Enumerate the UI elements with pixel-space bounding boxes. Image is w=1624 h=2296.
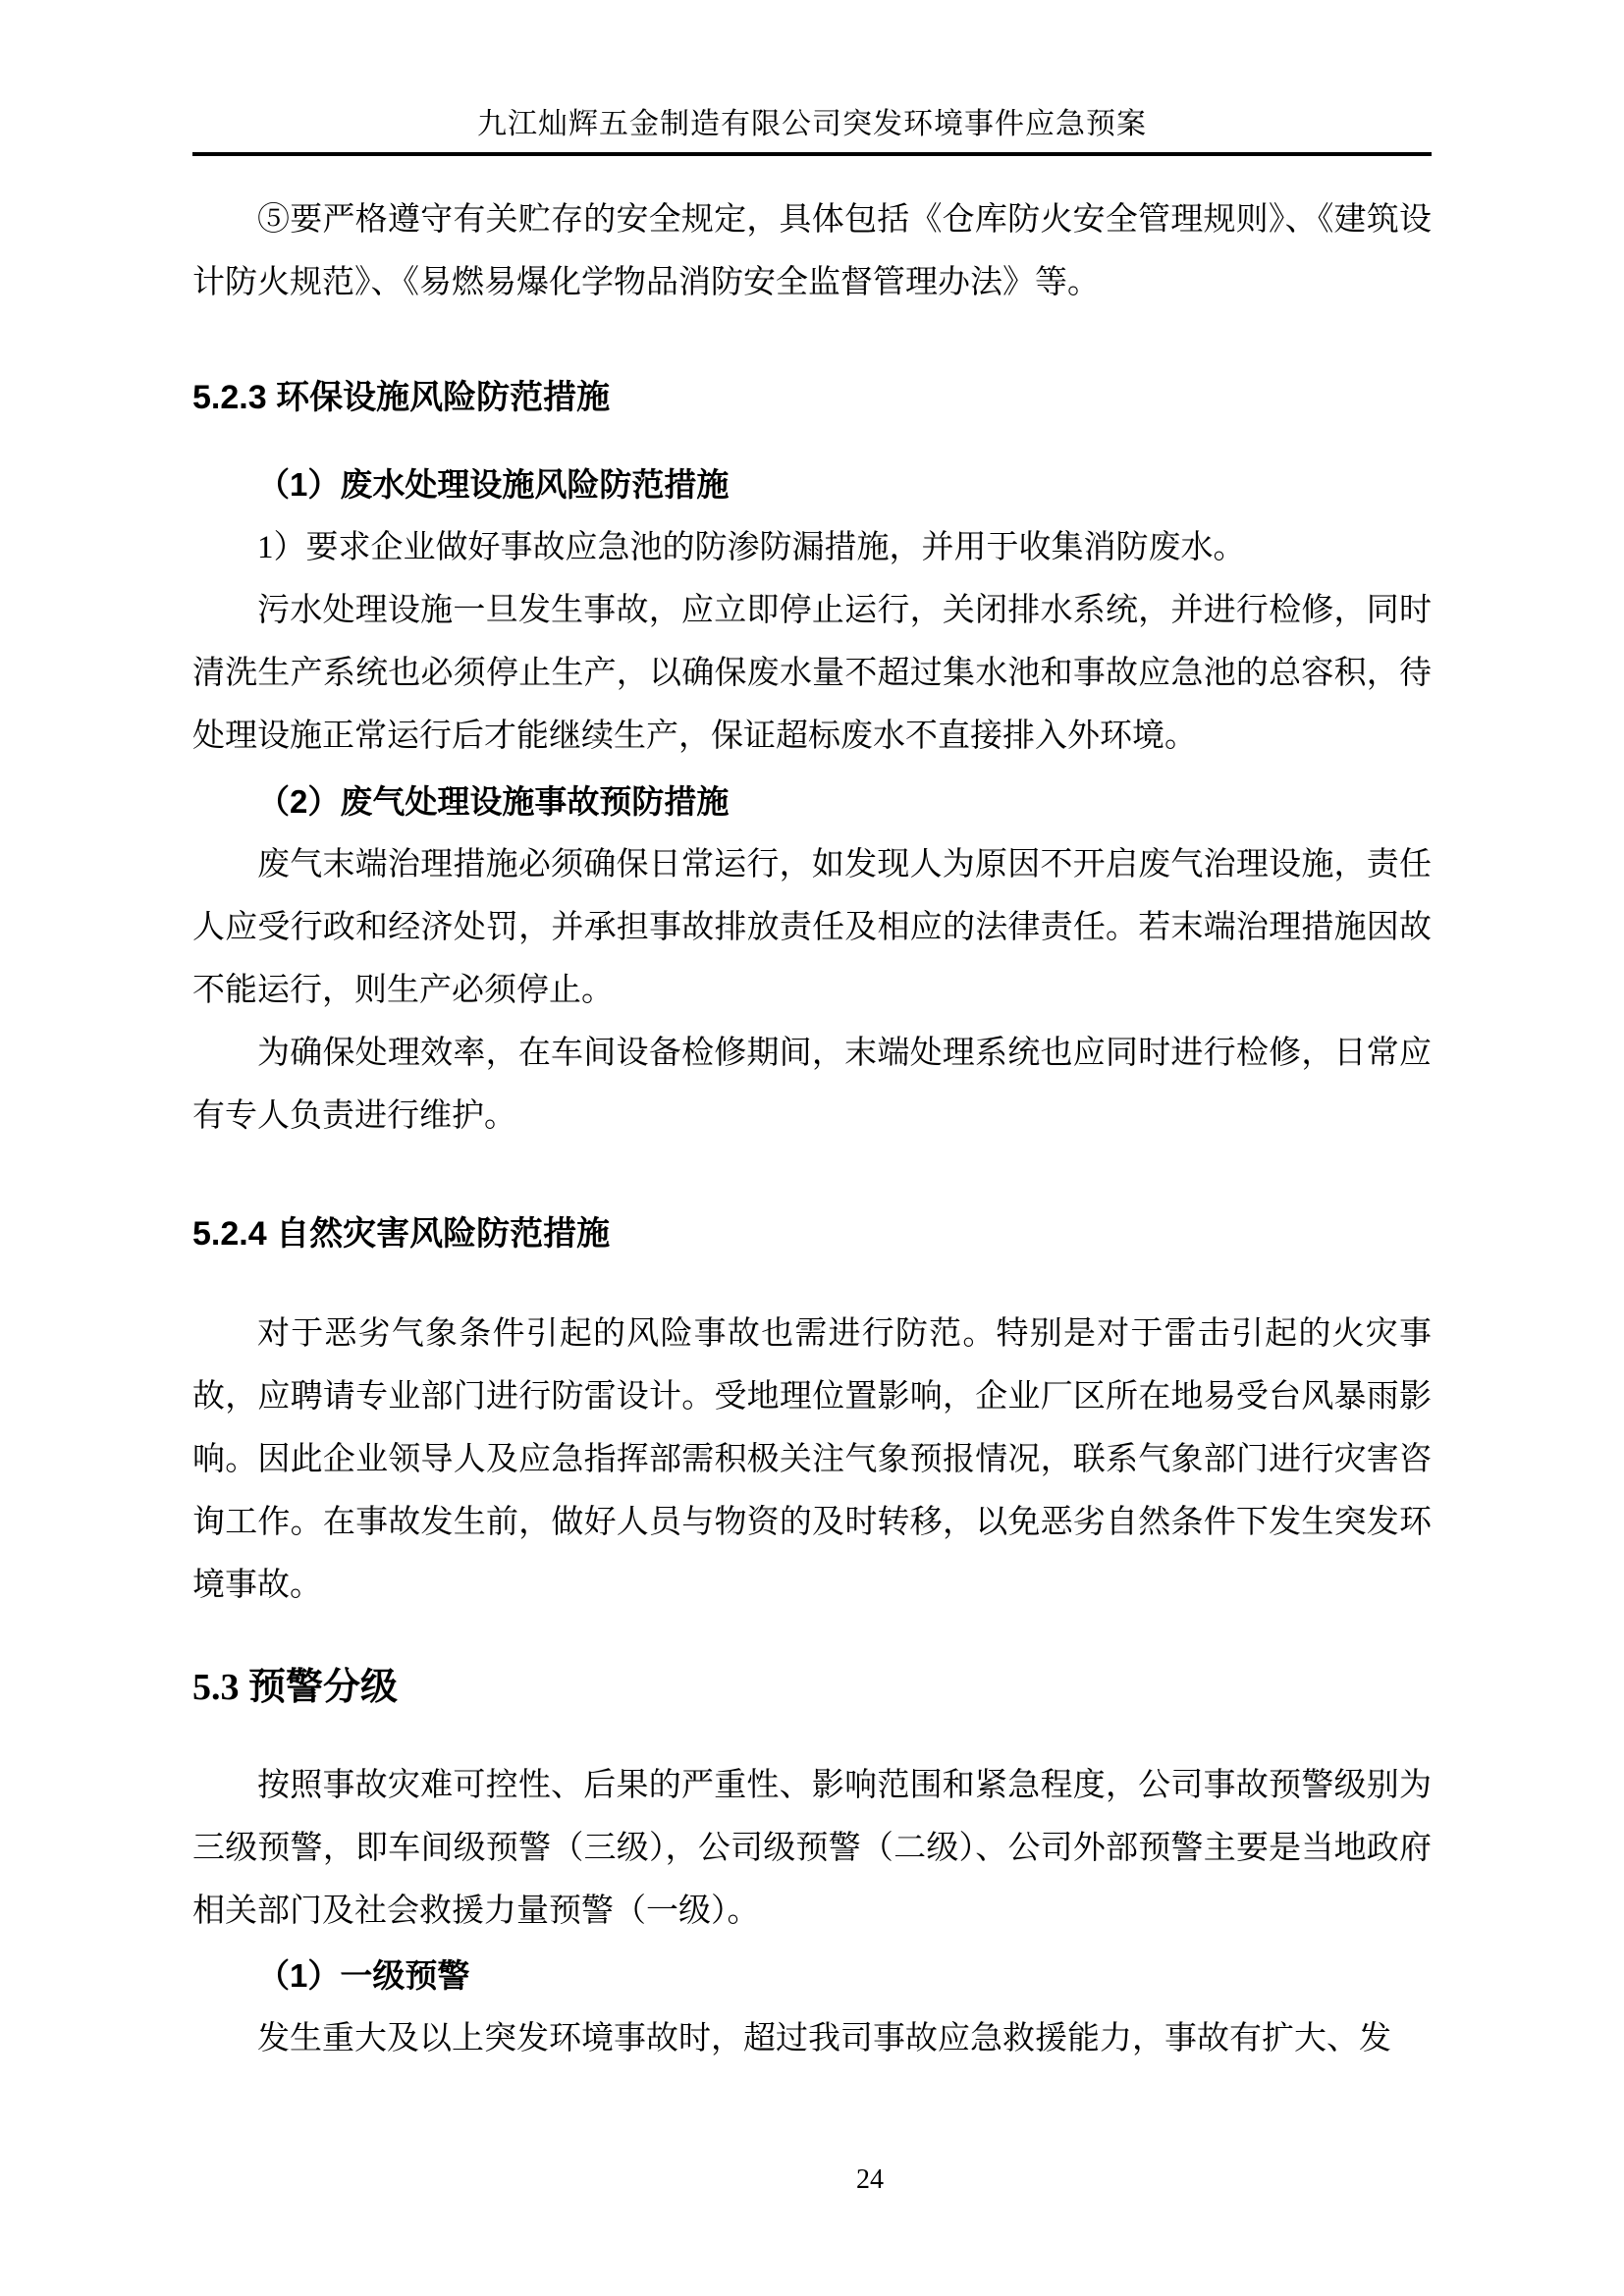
page-body <box>192 188 1432 2070</box>
heading-5-3: 5.3 预警分级 <box>192 1667 399 1708</box>
paragraph-storage-rules: ⑤要严格遵守有关贮存的安全规定，具体包括《仓库防火安全管理规则》、《建筑设计防火规范》、《易燃易爆化学物品消防安全监督管理办法》等。 <box>192 202 1432 300</box>
paragraph-emergency-pool: 1）要求企业做好事故应急池的防渗防漏措施，并用于收集消防废水。 <box>257 530 1246 565</box>
paragraph-gas-treatment: 废气末端治理措施必须确保日常运行，如发现人为原因不开启废气治理设施，责任人应受行政和经济处罚，并承担事故排放责任及相应的法律责任。若末端治理措施因故不能运行，则生产必须停止。 <box>192 847 1432 1008</box>
paragraph-natural-disaster: 对于恶劣气象条件引起的风险事故也需进行防范。特别是对于雷击引起的火灾事故，应聘请专业部门进行防雷设计。受地理位置影响，企业厂区所在地易受台风暴雨影响。因此企业领导人及应急指挥部需积极关注气象预报情况，联系气象部门进行灾害咨询工作。在事故发生前，做好人员与物资的及时转移，以免恶劣自然条件下发生突发环境事故。 <box>192 1316 1432 1603</box>
subheading-level1-warning: （1）一级预警 <box>257 1957 470 1994</box>
page-number: 24 <box>856 2164 884 2195</box>
paragraph-sewage-accident: 污水处理设施一旦发生事故，应立即停止运行，关闭排水系统，并进行检修，同时清洗生产系统也必须停止生产，以确保废水量不超过集水池和事故应急池的总容积，待处理设施正常运行后才能继续生产，保证超标废水不直接排入外环境。 <box>192 593 1432 754</box>
header-title: 九江灿辉五金制造有限公司突发环境事件应急预案 <box>477 108 1147 140</box>
paragraph-overhaul-maintenance: 为确保处理效率，在车间设备检修期间，末端处理系统也应同时进行检修，日常应有专人负责进行维护。 <box>192 1036 1432 1134</box>
heading-5-2-3: 5.2.3 环保设施风险防范措施 <box>192 379 611 416</box>
subheading-waste-gas-measures: （2）废气处理设施事故预防措施 <box>257 783 730 820</box>
paragraph-level1-warning: 发生重大及以上突发环境事故时，超过我司事故应急救援能力，事故有扩大、发 <box>257 2021 1391 2056</box>
page-header <box>192 0 1432 156</box>
paragraph-warning-levels: 按照事故灾难可控性、后果的严重性、影响范围和紧急程度，公司事故预警级别为三级预警，即车间级预警（三级），公司级预警（二级）、公司外部预警主要是当地政府相关部门及社会救援力量预警（一级）。 <box>192 1768 1432 1929</box>
page-footer <box>840 2163 899 2197</box>
subheading-wastewater-measures: （1）废水处理设施风险防范措施 <box>257 466 730 503</box>
heading-5-2-4: 5.2.4 自然灾害风险防范措施 <box>192 1215 611 1253</box>
